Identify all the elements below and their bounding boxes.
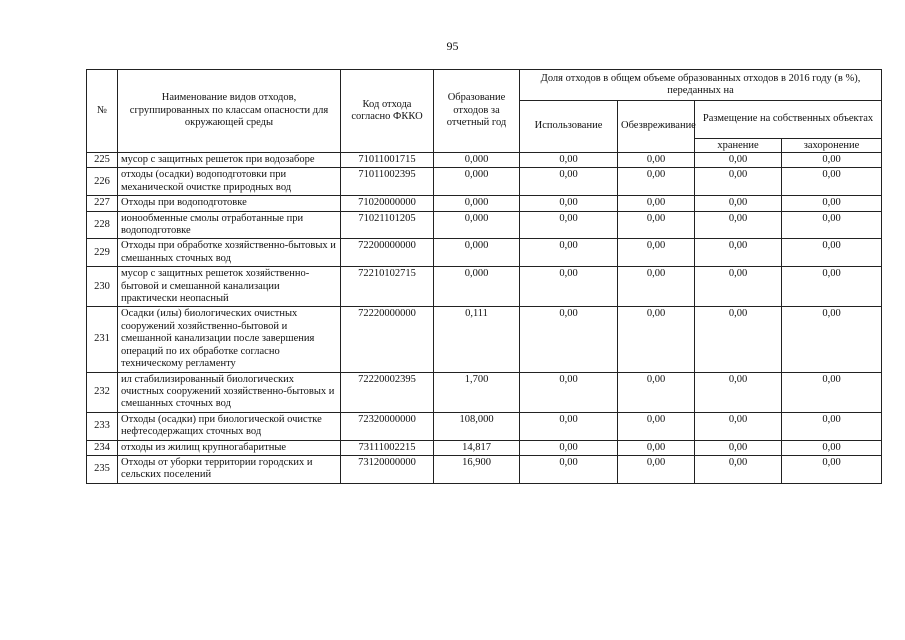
neutralization-share: 0,00	[618, 412, 695, 440]
use-share: 0,00	[520, 168, 618, 196]
burial-share: 0,00	[782, 455, 882, 483]
row-number: 226	[87, 168, 118, 196]
neutralization-share: 0,00	[618, 239, 695, 267]
header-burial: захоронение	[782, 139, 882, 153]
table-row	[87, 455, 882, 483]
burial-share: 0,00	[782, 412, 882, 440]
header-num: №	[87, 70, 118, 153]
storage-share: 0,00	[695, 440, 782, 455]
table-row	[87, 239, 882, 267]
neutralization-share: 0,00	[618, 440, 695, 455]
table-row	[87, 372, 882, 412]
burial-share: 0,00	[782, 196, 882, 211]
neutralization-share: 0,00	[618, 211, 695, 239]
row-number: 228	[87, 211, 118, 239]
neutralization-share: 0,00	[618, 153, 695, 168]
header-storage: хранение	[695, 139, 782, 153]
neutralization-share: 0,00	[618, 267, 695, 307]
storage-share: 0,00	[695, 307, 782, 372]
table-row	[87, 168, 882, 196]
storage-share: 0,00	[695, 267, 782, 307]
storage-share: 0,00	[695, 239, 782, 267]
fkko-code: 71021101205	[341, 211, 434, 239]
waste-name: Осадки (илы) биологических очистных сооружений хозяйственно-бытовой и смешанной канализации после завершения операций по их обработке согласно техническому регламенту	[118, 307, 341, 372]
formation-value: 0,000	[434, 267, 520, 307]
waste-table	[86, 69, 882, 484]
table-row	[87, 267, 882, 307]
row-number: 227	[87, 196, 118, 211]
waste-name: отходы (осадки) водоподготовки при механической очистке природных вод	[118, 168, 341, 196]
use-share: 0,00	[520, 307, 618, 372]
neutralization-share: 0,00	[618, 372, 695, 412]
use-share: 0,00	[520, 412, 618, 440]
row-number: 232	[87, 372, 118, 412]
waste-name: Отходы при водоподготовке	[118, 196, 341, 211]
waste-name: Отходы (осадки) при биологической очистке нефтесодержащих сточных вод	[118, 412, 341, 440]
fkko-code: 71011001715	[341, 153, 434, 168]
waste-name: ионообменные смолы отработанные при водоподготовке	[118, 211, 341, 239]
header-share: Доля отходов в общем объеме образованных отходов в 2016 году (в %), переданных на	[520, 70, 882, 101]
neutralization-share: 0,00	[618, 307, 695, 372]
fkko-code: 73120000000	[341, 455, 434, 483]
page-number: 95	[446, 39, 459, 53]
fkko-code: 72210102715	[341, 267, 434, 307]
neutralization-share: 0,00	[618, 455, 695, 483]
storage-share: 0,00	[695, 168, 782, 196]
waste-name: мусор с защитных решеток хозяйственно-бытовой и смешанной канализации практически неопасный	[118, 267, 341, 307]
use-share: 0,00	[520, 267, 618, 307]
header-name: Наименование видов отходов, сгруппированных по классам опасности для окружающей среды	[118, 70, 341, 153]
burial-share: 0,00	[782, 267, 882, 307]
header-code: Код отхода согласно ФККО	[341, 70, 434, 153]
burial-share: 0,00	[782, 372, 882, 412]
neutralization-share: 0,00	[618, 168, 695, 196]
storage-share: 0,00	[695, 412, 782, 440]
storage-share: 0,00	[695, 153, 782, 168]
row-number: 229	[87, 239, 118, 267]
burial-share: 0,00	[782, 211, 882, 239]
formation-value: 0,000	[434, 211, 520, 239]
burial-share: 0,00	[782, 239, 882, 267]
use-share: 0,00	[520, 211, 618, 239]
formation-value: 0,000	[434, 196, 520, 211]
use-share: 0,00	[520, 153, 618, 168]
table-row	[87, 440, 882, 455]
fkko-code: 73111002215	[341, 440, 434, 455]
burial-share: 0,00	[782, 168, 882, 196]
formation-value: 0,000	[434, 239, 520, 267]
header-placement: Размещение на собственных объектах	[695, 101, 882, 139]
storage-share: 0,00	[695, 455, 782, 483]
fkko-code: 72200000000	[341, 239, 434, 267]
table-row	[87, 307, 882, 372]
fkko-code: 72220002395	[341, 372, 434, 412]
waste-name: Отходы при обработке хозяйственно-бытовых и смешанных сточных вод	[118, 239, 341, 267]
use-share: 0,00	[520, 372, 618, 412]
header-neutralization: Обезвреживание	[618, 101, 695, 153]
table-row	[87, 196, 882, 211]
neutralization-share: 0,00	[618, 196, 695, 211]
formation-value: 108,000	[434, 412, 520, 440]
fkko-code: 72220000000	[341, 307, 434, 372]
use-share: 0,00	[520, 440, 618, 455]
waste-name: Отходы от уборки территории городских и сельских поселений	[118, 455, 341, 483]
table-row	[87, 153, 882, 168]
waste-name: мусор с защитных решеток при водозаборе	[118, 153, 341, 168]
row-number: 225	[87, 153, 118, 168]
row-number: 234	[87, 440, 118, 455]
fkko-code: 72320000000	[341, 412, 434, 440]
burial-share: 0,00	[782, 440, 882, 455]
fkko-code: 71011002395	[341, 168, 434, 196]
formation-value: 0,111	[434, 307, 520, 372]
table-row	[87, 211, 882, 239]
row-number: 233	[87, 412, 118, 440]
burial-share: 0,00	[782, 153, 882, 168]
formation-value: 0,000	[434, 168, 520, 196]
formation-value: 0,000	[434, 153, 520, 168]
formation-value: 14,817	[434, 440, 520, 455]
row-number: 230	[87, 267, 118, 307]
fkko-code: 71020000000	[341, 196, 434, 211]
header-formation: Образование отходов за отчетный год	[434, 70, 520, 153]
use-share: 0,00	[520, 455, 618, 483]
storage-share: 0,00	[695, 372, 782, 412]
waste-name: ил стабилизированный биологических очистных сооружений хозяйственно-бытовых и смешанных сточных вод	[118, 372, 341, 412]
storage-share: 0,00	[695, 196, 782, 211]
table-row	[87, 412, 882, 440]
formation-value: 1,700	[434, 372, 520, 412]
burial-share: 0,00	[782, 307, 882, 372]
formation-value: 16,900	[434, 455, 520, 483]
use-share: 0,00	[520, 196, 618, 211]
waste-name: отходы из жилищ крупногабаритные	[118, 440, 341, 455]
use-share: 0,00	[520, 239, 618, 267]
storage-share: 0,00	[695, 211, 782, 239]
row-number: 231	[87, 307, 118, 372]
row-number: 235	[87, 455, 118, 483]
header-use: Использование	[520, 101, 618, 153]
